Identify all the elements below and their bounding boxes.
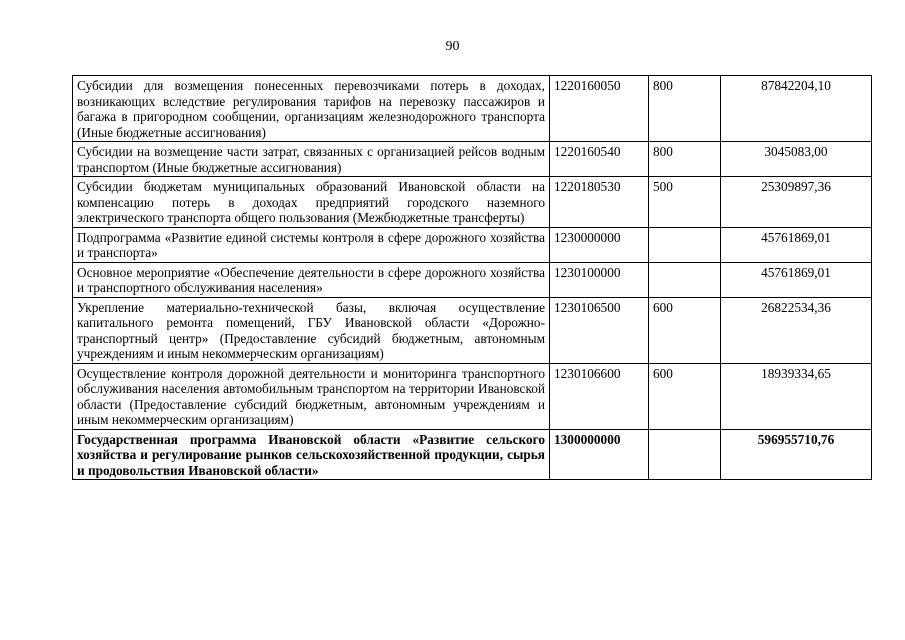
table-row-program — [73, 429, 872, 480]
table-row — [73, 177, 872, 228]
amount: 26822534,36 — [721, 297, 872, 363]
item-name: Субсидии для возмещения понесенных перевозчиками потерь в доходах, возникающих вследствие регулирования тарифов на перевозку пассажиров и багажа в пригородном сообщении, организациям железнодорожного транспорта (Иные бюджетные ассигнования) — [73, 76, 550, 142]
amount: 45761869,01 — [721, 227, 872, 262]
amount: 45761869,01 — [721, 262, 872, 297]
page-number: 90 — [445, 39, 460, 54]
amount: 25309897,36 — [721, 177, 872, 228]
amount: 3045083,00 — [721, 142, 872, 177]
item-name: Подпрограмма «Развитие единой системы контроля в сфере дорожного хозяйства и транспорта» — [73, 227, 550, 262]
budget-table — [72, 75, 872, 480]
expense-type-code: 800 — [649, 142, 721, 177]
expense-type-code: 600 — [649, 297, 721, 363]
item-name: Осуществление контроля дорожной деятельности и мониторинга транспортного обслуживания населения автомобильным транспортом на территории Ивановской области (Предоставление субсидий бюджетным, автономным учреждениям и иным некоммерческим организациям) — [73, 363, 550, 429]
table-row — [73, 76, 872, 142]
target-code: 1230106500 — [550, 297, 649, 363]
table-row — [73, 363, 872, 429]
expense-type-code — [649, 227, 721, 262]
table-row — [73, 297, 872, 363]
amount: 87842204,10 — [721, 76, 872, 142]
item-name: Государственная программа Ивановской области «Развитие сельского хозяйства и регулирование рынков сельскохозяйственной продукции, сырья и продовольствия Ивановской области» — [73, 429, 550, 480]
item-name: Основное мероприятие «Обеспечение деятельности в сфере дорожного хозяйства и транспортного обслуживания населения» — [73, 262, 550, 297]
target-code: 1230100000 — [550, 262, 649, 297]
target-code: 1230106600 — [550, 363, 649, 429]
expense-type-code — [649, 262, 721, 297]
table-row — [73, 142, 872, 177]
amount: 18939334,65 — [721, 363, 872, 429]
expense-type-code — [649, 429, 721, 480]
target-code: 1300000000 — [550, 429, 649, 480]
item-name: Субсидии бюджетам муниципальных образований Ивановской области на компенсацию потерь в доходах предприятий городского наземного электрического транспорта общего пользования (Межбюджетные трансферты) — [73, 177, 550, 228]
item-name: Субсидии на возмещение части затрат, связанных с организацией рейсов водным транспортом (Иные бюджетные ассигнования) — [73, 142, 550, 177]
item-name: Укрепление материально-технической базы, включая осуществление капитального ремонта помещений, ГБУ Ивановской области «Дорожно-транспортный центр» (Предоставление субсидий бюджетным, автономным учреждениям и иным некоммерческим организациям) — [73, 297, 550, 363]
target-code: 1220160540 — [550, 142, 649, 177]
target-code: 1220180530 — [550, 177, 649, 228]
table-row — [73, 227, 872, 262]
target-code: 1220160050 — [550, 76, 649, 142]
amount: 596955710,76 — [721, 429, 872, 480]
expense-type-code: 800 — [649, 76, 721, 142]
expense-type-code: 500 — [649, 177, 721, 228]
expense-type-code: 600 — [649, 363, 721, 429]
table-row — [73, 262, 872, 297]
target-code: 1230000000 — [550, 227, 649, 262]
